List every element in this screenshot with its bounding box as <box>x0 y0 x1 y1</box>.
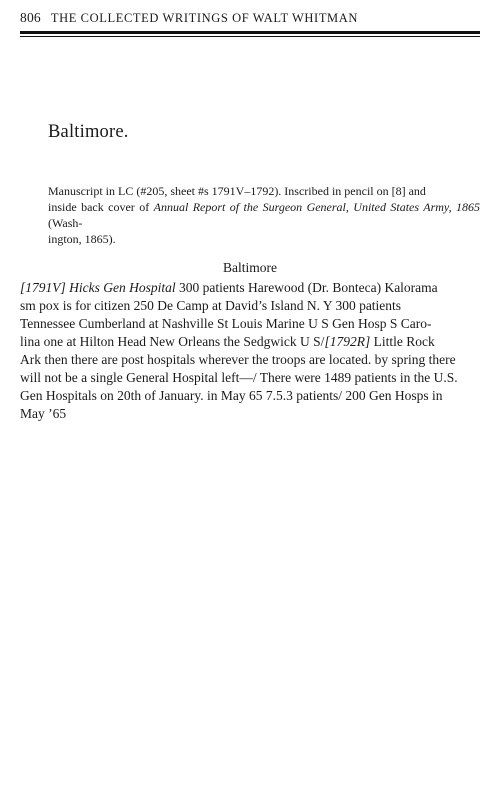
headnote-line <box>48 199 480 231</box>
text-run: Little Rock <box>370 334 435 349</box>
text-line <box>20 333 480 351</box>
headnote-line: ington, 1865). <box>48 232 116 246</box>
text-line: Tennessee Cumberland at Nashville St Louis Marine U S Gen Hosp S Caro- <box>20 316 432 331</box>
text-line: will not be a single General Hospital left—/ There were 1489 patients in the U.S. <box>20 370 458 385</box>
manuscript-heading: Baltimore <box>223 260 277 275</box>
italic-phrase: Hicks Gen Hospital <box>69 280 176 295</box>
text-line: May ’65 <box>20 406 67 421</box>
manuscript-text <box>20 279 480 423</box>
text-line: Gen Hospitals on 20th of January. in May 65 7.5.3 patients/ 200 Gen Hosps in <box>20 388 443 403</box>
headnote-italic-title: Annual Report of the Surgeon General, United States Army, 1865 <box>153 200 480 214</box>
running-head-title: THE COLLECTED WRITINGS OF WALT WHITMAN <box>50 11 359 25</box>
header-rule-thick <box>20 31 480 34</box>
header-rule-thin <box>20 36 480 37</box>
running-head <box>20 10 480 32</box>
headnote-text: (Wash- <box>48 216 83 230</box>
headnote-line: Manuscript in LC (#205, sheet #s 1791V–1792). Inscribed in pencil on [8] and <box>48 184 426 198</box>
folio-reference: [1792R] <box>324 334 371 349</box>
text-run: lina one at Hilton Head New Orleans the Sedgwick U S/ <box>20 334 325 349</box>
text-line: Ark then there are post hospitals wherever the troops are located. by spring there <box>20 352 456 367</box>
text-line: sm pox is for citizen 250 De Camp at David’s Island N. Y 300 patients <box>20 298 402 313</box>
text-line <box>20 279 480 297</box>
section-title: Baltimore. <box>48 122 129 142</box>
text-run: 300 patients Harewood (Dr. Bonteca) Kalorama <box>175 280 438 295</box>
headnote-text: inside back cover of <box>48 200 154 214</box>
folio-reference: [1791V] <box>20 280 66 295</box>
headnote <box>48 183 480 247</box>
page-number: 806 <box>20 10 41 25</box>
